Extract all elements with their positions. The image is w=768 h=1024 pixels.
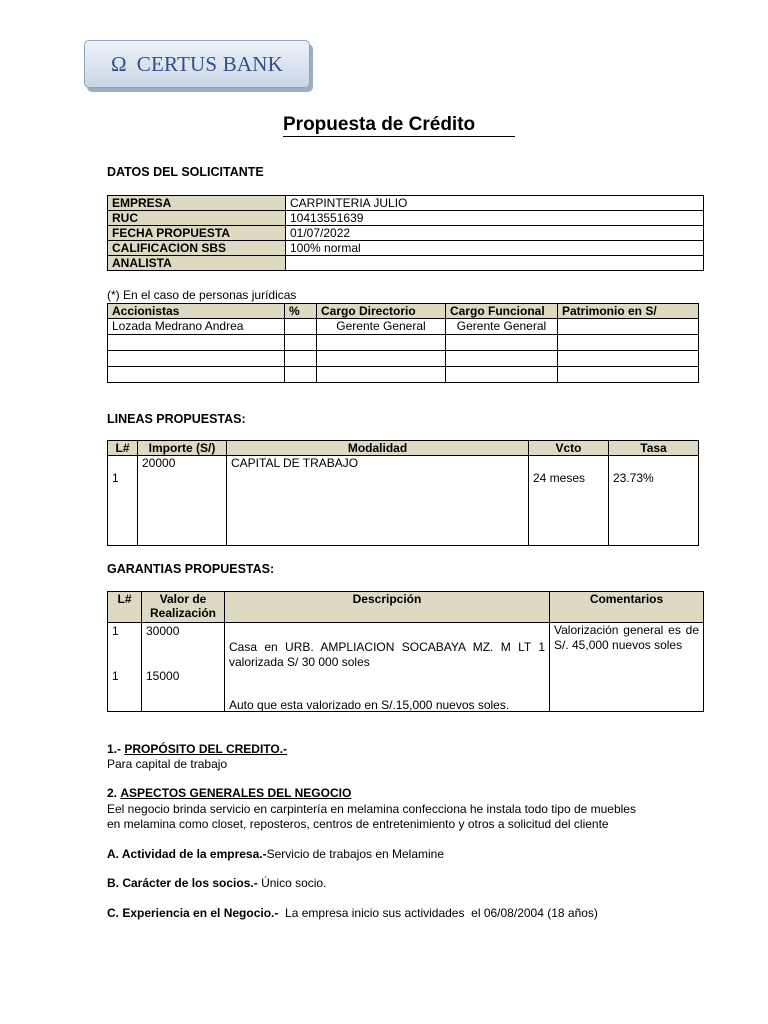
socios-text: Único socio. (257, 876, 327, 890)
garantia-valor-2: 15000 (146, 669, 180, 683)
linea-tasa: 23.73% (609, 456, 699, 546)
accionistas-table (107, 303, 699, 383)
col-garantia-num: L# (108, 592, 142, 623)
col-patrimonio: Patrimonio en S/ (558, 304, 699, 319)
garantia-valor-cell (142, 623, 225, 712)
aspectos-line-1: Eel negocio brinda servicio en carpintería en melamina confecciona he instala todo tipo de muebles (107, 802, 636, 816)
garantia-descripcion-cell (225, 623, 550, 712)
lineas-heading: LINEAS PROPUESTAS: (107, 412, 246, 426)
omega-icon: Ω (110, 51, 127, 76)
col-accionistas: Accionistas (108, 304, 285, 319)
aspectos-num: 2. (107, 786, 118, 800)
aspectos-section (107, 786, 351, 801)
proposito-text: Para capital de trabajo (107, 757, 228, 771)
solicitante-table (107, 195, 704, 271)
actividad-empresa (107, 847, 444, 862)
col-linea-num: L# (108, 441, 138, 456)
calificacion-label: CALIFICACION SBS (108, 241, 286, 256)
table-row (108, 623, 704, 712)
col-modalidad: Modalidad (227, 441, 529, 456)
table-row (108, 367, 699, 383)
personas-juridicas-note: (*) En el caso de personas jurídicas (107, 288, 297, 302)
table-row (108, 319, 699, 335)
table-row (108, 335, 699, 351)
actividad-label: A. Actividad de la empresa.- (107, 847, 267, 861)
empresa-value: CARPINTERIA JULIO (286, 196, 704, 211)
garantia-descripcion-1: Casa en URB. AMPLIACION SOCABAYA MZ. M LT 1 valorizada S/ 30 000 soles (229, 640, 545, 669)
aspectos-line-2: en melamina como closet, reposteros, centros de entretenimiento y otros a solicitud del cliente (107, 817, 609, 831)
fecha-label: FECHA PROPUESTA (108, 226, 286, 241)
table-row (108, 196, 704, 211)
garantia-num-cell (108, 623, 142, 712)
actividad-text: Servicio de trabajos en Melamine (266, 847, 445, 861)
col-comentarios: Comentarios (550, 592, 704, 623)
calificacion-value: 100% normal (286, 241, 704, 256)
garantias-heading: GARANTIAS PROPUESTAS: (107, 562, 275, 576)
garantia-num-1: 1 (112, 624, 119, 638)
linea-importe: 20000 (138, 456, 227, 546)
proposito-heading: PROPÓSITO DEL CREDITO.- (124, 742, 288, 756)
experiencia-label: C. Experiencia en el Negocio.- (107, 906, 279, 920)
solicitante-heading: DATOS DEL SOLICITANTE (107, 165, 264, 179)
lineas-table (107, 440, 699, 546)
page-title: Propuesta de Crédito (283, 114, 515, 137)
certus-bank-logo (84, 40, 310, 88)
empresa-label: EMPRESA (108, 196, 286, 211)
table-row (108, 226, 704, 241)
col-valor-realizacion: Valor de Realización (142, 592, 225, 623)
accionista-cargo-funcional: Gerente General (446, 319, 558, 335)
col-descripcion: Descripción (225, 592, 550, 623)
table-header-row (108, 592, 704, 623)
garantia-valor-1: 30000 (146, 624, 180, 638)
table-row (108, 241, 704, 256)
aspectos-heading: ASPECTOS GENERALES DEL NEGOCIO (120, 786, 352, 800)
col-cargo-funcional: Cargo Funcional (446, 304, 558, 319)
accionista-pct (285, 319, 317, 335)
table-header-row (108, 304, 699, 319)
socios-label: B. Carácter de los socios.- (107, 876, 258, 890)
garantia-comentario: Valorización general es de S/. 45,000 nuevos soles (550, 623, 704, 712)
garantia-descripcion-2: Auto que esta valorizado en S/.15,000 nuevos soles. (229, 698, 510, 712)
linea-num: 1 (108, 456, 138, 546)
proposito-section (107, 742, 287, 757)
table-row (108, 256, 704, 271)
col-vcto: Vcto (529, 441, 609, 456)
logo-text: CERTUS BANK (136, 51, 284, 76)
col-porcentaje: % (285, 304, 317, 319)
ruc-value: 10413551639 (286, 211, 704, 226)
col-importe: Importe (S/) (138, 441, 227, 456)
ruc-label: RUC (108, 211, 286, 226)
caracter-socios (107, 876, 326, 891)
analista-label: ANALISTA (108, 256, 286, 271)
table-row (108, 211, 704, 226)
accionista-cargo-directorio: Gerente General (317, 319, 446, 335)
linea-modalidad: CAPITAL DE TRABAJO (227, 456, 529, 546)
col-tasa: Tasa (609, 441, 699, 456)
garantia-num-2: 1 (112, 669, 119, 683)
proposito-num: 1.- (107, 742, 122, 756)
analista-value (286, 256, 704, 271)
accionista-name: Lozada Medrano Andrea (108, 319, 285, 335)
accionista-patrimonio (558, 319, 699, 335)
table-row (108, 456, 699, 546)
table-row (108, 351, 699, 367)
experiencia-negocio (107, 906, 598, 921)
col-cargo-directorio: Cargo Directorio (317, 304, 446, 319)
linea-vcto: 24 meses (529, 456, 609, 546)
table-header-row (108, 441, 699, 456)
experiencia-text: La empresa inicio sus actividades el 06/08/2004 (18 años) (278, 906, 598, 920)
fecha-value: 01/07/2022 (286, 226, 704, 241)
garantias-table (107, 591, 704, 712)
